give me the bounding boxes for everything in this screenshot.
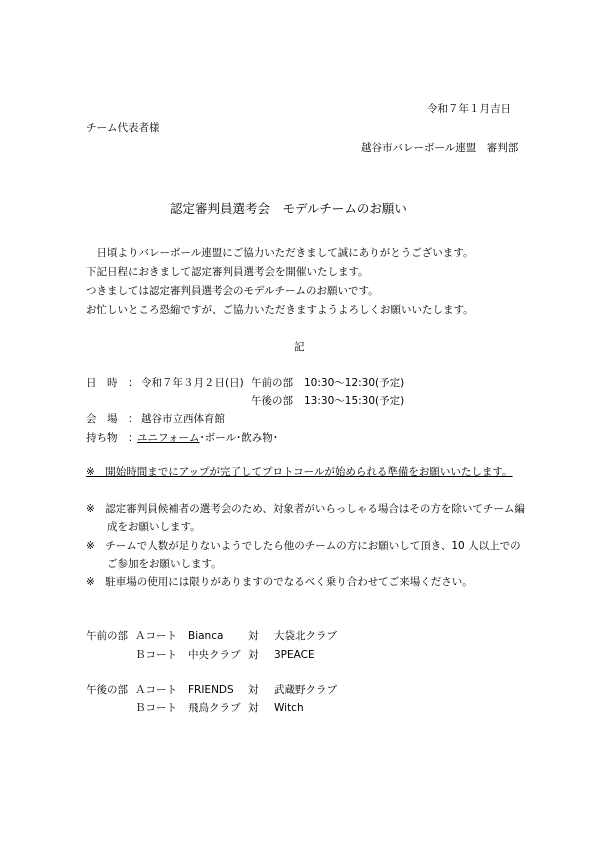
- note-line: ※ チームで人数が足りないようでしたら他のチームの方にお願いして頂き、10 人以上での: [86, 540, 521, 552]
- am-b-team2: 3PEACE: [274, 649, 315, 661]
- body-line: お忙しいところ恐縮ですが、ご協力いただきますようよろしくお願いいたします。: [86, 304, 474, 316]
- items-label: 持ち物 ：: [86, 432, 139, 444]
- am-a-vs: 対: [248, 630, 259, 642]
- schedule-am-label: 午前の部: [251, 377, 293, 389]
- body-line: つきましては認定審判員選考会のモデルチームのお願いです。: [86, 285, 379, 297]
- pm-a-team2: 武蔵野クラブ: [274, 684, 337, 696]
- note-line: ご参加をお願いします。: [86, 558, 222, 570]
- note-line: ※ 駐車場の使用には限りがありますのでなるべく乗り合わせてご来場ください。: [86, 576, 473, 588]
- schedule-date: 令和７年３月２日(日): [141, 377, 244, 389]
- pm-a-vs: 対: [248, 684, 259, 696]
- schedule-pm-time: 13:30～15:30(予定): [304, 395, 405, 407]
- pm-b-team1: 飛鳥クラブ: [188, 702, 241, 714]
- schedule-pm-label: 午後の部: [251, 395, 293, 407]
- pm-a-team1: FRIENDS: [188, 684, 234, 696]
- venue-label: 会 場 ：: [86, 413, 139, 425]
- am-a-court: Ａコート: [135, 630, 177, 642]
- am-b-vs: 対: [248, 649, 259, 661]
- items-uniform: ユニフォーム: [137, 432, 200, 444]
- pm-b-court: Ｂコート: [135, 702, 177, 714]
- note-main: ※ 開始時間までにアップが完了してプロトコールが始められる準備をお願いいたします。: [86, 466, 513, 478]
- schedule-am-time: 10:30～12:30(予定): [304, 377, 405, 389]
- ki-heading: 記: [294, 341, 305, 353]
- issue-date: 令和７年１月吉日: [427, 103, 511, 115]
- body-line: 日頃よりバレーボール連盟にご協力いただきまして誠にありがとうございます。: [86, 247, 474, 259]
- document-title: 認定審判員選考会 モデルチームのお願い: [170, 201, 407, 216]
- am-label: 午前の部: [86, 630, 128, 642]
- body-line: 下記日程におきまして認定審判員選考会を開催いたします。: [86, 266, 369, 278]
- note-line: ※ 認定審判員候補者の選考会のため、対象者がいらっしゃる場合はその方を除いてチーム編: [86, 503, 525, 515]
- am-a-team2: 大袋北クラブ: [274, 630, 337, 642]
- sender: 越谷市バレーボール連盟 審判部: [361, 142, 519, 154]
- recipient: チーム代表者様: [86, 122, 160, 134]
- am-a-team1: Bianca: [188, 630, 224, 642]
- pm-a-court: Ａコート: [135, 684, 177, 696]
- pm-b-vs: 対: [248, 702, 259, 714]
- am-b-court: Ｂコート: [135, 649, 177, 661]
- schedule-label: 日 時 ：: [86, 377, 139, 389]
- venue-value: 越谷市立西体育館: [141, 413, 225, 425]
- items-rest: ･ボール･飲み物･: [199, 432, 279, 444]
- pm-label: 午後の部: [86, 684, 128, 696]
- am-b-team1: 中央クラブ: [188, 649, 241, 661]
- note-line: 成をお願いします。: [86, 521, 201, 533]
- pm-b-team2: Witch: [274, 702, 304, 714]
- items-value: [137, 431, 278, 445]
